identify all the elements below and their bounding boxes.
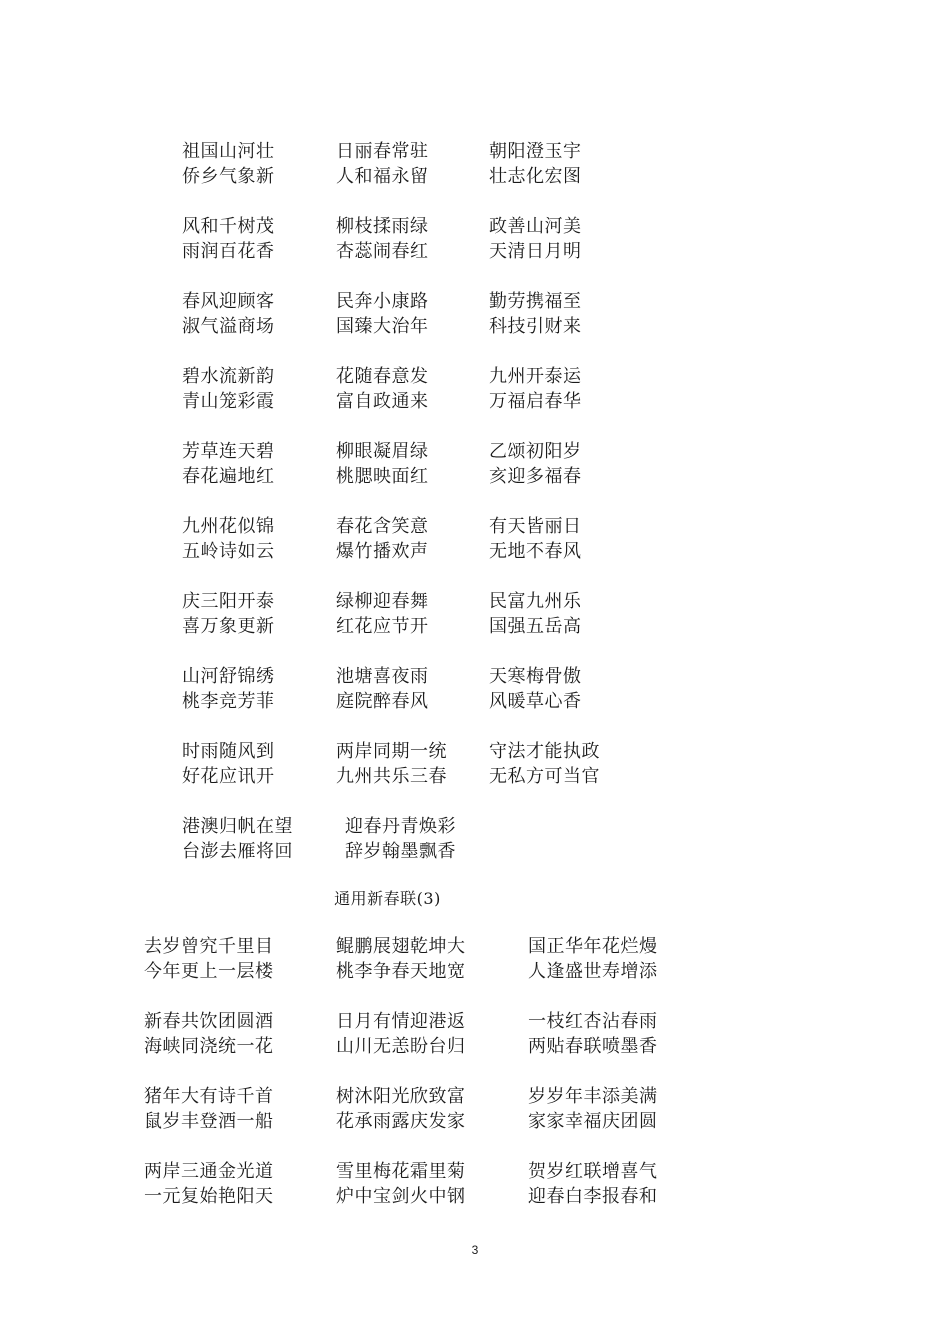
couplet-upper-line: 民富九州乐	[489, 591, 582, 612]
couplet-upper-line: 九州花似锦	[182, 516, 275, 537]
couplet-upper-line: 去岁曾究千里目	[144, 936, 274, 957]
couplet-lower-line: 桃李竞芳菲	[182, 691, 275, 712]
couplet-upper-line: 日月有情迎港返	[336, 1011, 466, 1032]
couplet-upper-line: 乙颂初阳岁	[489, 441, 582, 462]
couplet-upper-line: 花随春意发	[336, 366, 429, 387]
couplet-upper-line: 两岸同期一统	[336, 741, 447, 762]
couplet-upper-line: 雪里梅花霜里菊	[336, 1161, 466, 1182]
couplet-lower-line: 山川无恙盼台归	[336, 1036, 466, 1057]
couplet-upper-line: 朝阳澄玉宇	[489, 141, 582, 162]
couplet-lower-line: 炉中宝剑火中钢	[336, 1186, 466, 1207]
couplet-upper-line: 政善山河美	[489, 216, 582, 237]
couplet-upper-line: 港澳归帆在望	[182, 816, 293, 837]
couplet-lower-line: 花承雨露庆发家	[336, 1111, 466, 1132]
couplet-lower-line: 桃李争春天地宽	[336, 961, 466, 982]
couplet-upper-line: 碧水流新韵	[182, 366, 275, 387]
couplet-lower-line: 辞岁翰墨飘香	[345, 841, 456, 862]
couplet-upper-line: 山河舒锦绣	[182, 666, 275, 687]
couplet-lower-line: 鼠岁丰登酒一船	[144, 1111, 274, 1132]
couplet-lower-line: 雨润百花香	[182, 241, 275, 262]
couplet-lower-line: 五岭诗如云	[182, 541, 275, 562]
couplet-lower-line: 九州共乐三春	[336, 766, 447, 787]
couplet-upper-line: 祖国山河壮	[182, 141, 275, 162]
couplet-lower-line: 一元复始艳阳天	[144, 1186, 274, 1207]
couplet-upper-line: 守法才能执政	[489, 741, 600, 762]
couplet-upper-line: 绿柳迎春舞	[336, 591, 429, 612]
couplet-upper-line: 贺岁红联增喜气	[528, 1161, 658, 1182]
couplet-lower-line: 喜万象更新	[182, 616, 275, 637]
couplet-lower-line: 人和福永留	[336, 166, 429, 187]
couplet-upper-line: 天寒梅骨傲	[489, 666, 582, 687]
couplet-upper-line: 池塘喜夜雨	[336, 666, 429, 687]
couplet-upper-line: 日丽春常驻	[336, 141, 429, 162]
couplet-lower-line: 万福启春华	[489, 391, 582, 412]
couplet-lower-line: 海峡同浇统一花	[144, 1036, 274, 1057]
couplet-upper-line: 柳枝揉雨绿	[336, 216, 429, 237]
couplet-lower-line: 家家幸福庆团圆	[528, 1111, 658, 1132]
couplet-upper-line: 柳眼凝眉绿	[336, 441, 429, 462]
couplet-upper-line: 风和千树茂	[182, 216, 275, 237]
couplet-lower-line: 两贴春联喷墨香	[528, 1036, 658, 1057]
couplet-upper-line: 新春共饮团圆酒	[144, 1011, 274, 1032]
couplet-upper-line: 芳草连天碧	[182, 441, 275, 462]
couplet-lower-line: 人逢盛世寿增添	[528, 961, 658, 982]
couplet-lower-line: 杏蕊闹春红	[336, 241, 429, 262]
couplet-lower-line: 今年更上一层楼	[144, 961, 274, 982]
couplet-lower-line: 淑气溢商场	[182, 316, 275, 337]
section-heading: 通用新春联(3)	[334, 889, 441, 908]
couplet-lower-line: 侨乡气象新	[182, 166, 275, 187]
couplet-lower-line: 春花遍地红	[182, 466, 275, 487]
couplet-lower-line: 好花应讯开	[182, 766, 275, 787]
couplet-lower-line: 风暖草心香	[489, 691, 582, 712]
couplet-lower-line: 台澎去雁将回	[182, 841, 293, 862]
couplet-upper-line: 春花含笑意	[336, 516, 429, 537]
couplet-lower-line: 无地不春风	[489, 541, 582, 562]
couplet-upper-line: 时雨随风到	[182, 741, 275, 762]
couplet-lower-line: 壮志化宏图	[489, 166, 582, 187]
couplet-upper-line: 九州开泰运	[489, 366, 582, 387]
couplet-lower-line: 国臻大治年	[336, 316, 429, 337]
couplet-upper-line: 猪年大有诗千首	[144, 1086, 274, 1107]
couplet-upper-line: 春风迎顾客	[182, 291, 275, 312]
couplet-upper-line: 国正华年花烂熳	[528, 936, 658, 957]
couplet-lower-line: 迎春白李报春和	[528, 1186, 658, 1207]
couplet-lower-line: 青山笼彩霞	[182, 391, 275, 412]
couplet-lower-line: 科技引财来	[489, 316, 582, 337]
couplet-lower-line: 国强五岳高	[489, 616, 582, 637]
couplet-upper-line: 岁岁年丰添美满	[528, 1086, 658, 1107]
couplet-lower-line: 无私方可当官	[489, 766, 600, 787]
couplet-lower-line: 庭院醉春风	[336, 691, 429, 712]
couplet-lower-line: 亥迎多福春	[489, 466, 582, 487]
page-number: 3	[471, 1243, 479, 1257]
couplet-lower-line: 红花应节开	[336, 616, 429, 637]
couplet-lower-line: 桃腮映面红	[336, 466, 429, 487]
couplet-upper-line: 树沐阳光欣致富	[336, 1086, 466, 1107]
couplet-upper-line: 两岸三通金光道	[144, 1161, 274, 1182]
couplet-lower-line: 天清日月明	[489, 241, 582, 262]
couplet-upper-line: 有天皆丽日	[489, 516, 582, 537]
couplet-lower-line: 富自政通来	[336, 391, 429, 412]
couplet-lower-line: 爆竹播欢声	[336, 541, 429, 562]
couplet-upper-line: 一枝红杏沾春雨	[528, 1011, 658, 1032]
couplet-upper-line: 庆三阳开泰	[182, 591, 275, 612]
couplet-upper-line: 鲲鹏展翅乾坤大	[336, 936, 466, 957]
couplet-upper-line: 民奔小康路	[336, 291, 429, 312]
couplet-upper-line: 迎春丹青焕彩	[345, 816, 456, 837]
couplet-upper-line: 勤劳携福至	[489, 291, 582, 312]
